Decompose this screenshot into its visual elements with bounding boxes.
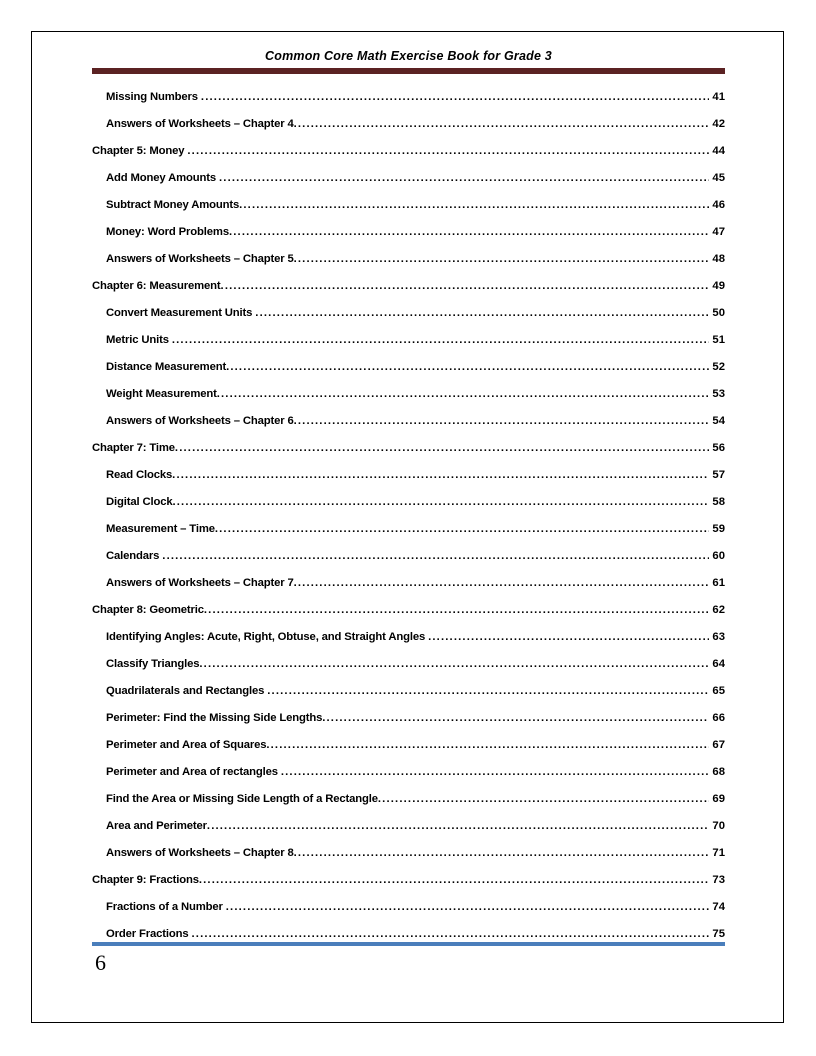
running-header <box>92 48 725 74</box>
header-divider-rule <box>92 68 725 74</box>
toc-entry-label: Perimeter and Area of Squares <box>106 739 267 751</box>
toc-dot-leader <box>278 767 709 778</box>
toc-entry-page-number: 42 <box>712 118 725 130</box>
toc-entry-page-number: 48 <box>712 253 725 265</box>
toc-entry-label: Chapter 7: Time <box>92 442 175 454</box>
toc-entry-label: Perimeter: Find the Missing Side Lengths <box>106 712 323 724</box>
toc-dot-leader <box>199 659 708 670</box>
toc-dot-leader <box>207 821 709 832</box>
toc-entry-label: Quadrilaterals and Rectangles <box>106 685 265 697</box>
toc-entry-label: Digital Clock <box>106 496 173 508</box>
toc-entry-label: Answers of Worksheets – Chapter 6 <box>106 415 294 427</box>
toc-entry-label: Find the Area or Missing Side Length of a Rectangle <box>106 793 378 805</box>
toc-entry-label: Chapter 9: Fractions <box>92 874 199 886</box>
toc-entry-page-number: 66 <box>712 712 725 724</box>
toc-entry[interactable] <box>92 523 725 550</box>
toc-entry[interactable] <box>92 793 725 820</box>
toc-entry-label: Perimeter and Area of rectangles <box>106 766 278 778</box>
toc-entry[interactable] <box>92 604 725 631</box>
toc-entry[interactable] <box>92 118 725 145</box>
toc-entry[interactable] <box>92 631 725 658</box>
toc-entry-label: Measurement – Time <box>106 523 215 535</box>
toc-entry[interactable] <box>92 874 725 901</box>
toc-dot-leader <box>294 119 709 130</box>
toc-entry-page-number: 70 <box>712 820 725 832</box>
toc-entry[interactable] <box>92 658 725 685</box>
toc-entry-page-number: 64 <box>712 658 725 670</box>
toc-entry[interactable] <box>92 442 725 469</box>
toc-entry-page-number: 57 <box>712 469 725 481</box>
toc-entry-page-number: 67 <box>712 739 725 751</box>
toc-dot-leader <box>169 335 709 346</box>
toc-dot-leader <box>226 362 708 373</box>
toc-dot-leader <box>264 686 708 697</box>
toc-entry-page-number: 49 <box>712 280 725 292</box>
toc-entry-label: Order Fractions <box>106 928 189 940</box>
toc-entry-page-number: 50 <box>712 307 725 319</box>
toc-entry-label: Missing Numbers <box>106 91 198 103</box>
toc-dot-leader <box>294 254 709 265</box>
toc-entry[interactable] <box>92 91 725 118</box>
page-number: 6 <box>95 950 106 975</box>
toc-entry[interactable] <box>92 253 725 280</box>
toc-entry-page-number: 51 <box>712 334 725 346</box>
toc-entry[interactable] <box>92 766 725 793</box>
footer-divider-rule <box>92 942 725 946</box>
toc-dot-leader <box>322 713 708 724</box>
toc-entry-page-number: 46 <box>712 199 725 211</box>
document-page <box>31 31 784 1023</box>
toc-dot-leader <box>204 605 709 616</box>
toc-entry-page-number: 41 <box>712 91 725 103</box>
toc-dot-leader <box>252 308 708 319</box>
toc-entry[interactable] <box>92 334 725 361</box>
book-title: Common Core Math Exercise Book for Grade 3 <box>265 49 552 63</box>
toc-entry-page-number: 59 <box>712 523 725 535</box>
toc-entry[interactable] <box>92 577 725 604</box>
toc-entry[interactable] <box>92 820 725 847</box>
toc-dot-leader <box>221 281 709 292</box>
toc-entry-label: Read Clocks <box>106 469 173 481</box>
toc-entry-page-number: 47 <box>712 226 725 238</box>
toc-entry-label: Chapter 5: Money <box>92 145 185 157</box>
toc-entry-page-number: 71 <box>712 847 725 859</box>
toc-entry[interactable] <box>92 685 725 712</box>
toc-entry-label: Chapter 8: Geometric <box>92 604 204 616</box>
toc-entry-page-number: 53 <box>712 388 725 400</box>
toc-entry-page-number: 54 <box>712 415 725 427</box>
toc-entry-page-number: 65 <box>712 685 725 697</box>
toc-dot-leader <box>198 92 709 103</box>
toc-entry[interactable] <box>92 172 725 199</box>
toc-dot-leader <box>159 551 708 562</box>
toc-entry-page-number: 73 <box>712 874 725 886</box>
toc-entry[interactable] <box>92 847 725 874</box>
toc-entry-page-number: 45 <box>712 172 725 184</box>
toc-entry[interactable] <box>92 307 725 334</box>
toc-entry-label: Metric Units <box>106 334 169 346</box>
toc-entry[interactable] <box>92 496 725 523</box>
toc-entry-label: Classify Triangles <box>106 658 200 670</box>
toc-entry[interactable] <box>92 712 725 739</box>
toc-entry-label: Weight Measurement <box>106 388 217 400</box>
toc-entry-page-number: 63 <box>712 631 725 643</box>
toc-dot-leader <box>199 875 709 886</box>
toc-dot-leader <box>216 173 709 184</box>
toc-entry-page-number: 44 <box>712 145 725 157</box>
page-content-column <box>92 32 725 1022</box>
toc-entry-page-number: 69 <box>712 793 725 805</box>
toc-entry-label: Add Money Amounts <box>106 172 216 184</box>
toc-entry-page-number: 60 <box>712 550 725 562</box>
toc-entry[interactable] <box>92 469 725 496</box>
toc-entry-page-number: 75 <box>712 928 725 940</box>
toc-dot-leader <box>294 848 709 859</box>
toc-dot-leader <box>229 227 709 238</box>
toc-entry[interactable] <box>92 739 725 766</box>
toc-entry-page-number: 61 <box>712 577 725 589</box>
toc-entry-label: Fractions of a Number <box>106 901 223 913</box>
toc-entry-label: Identifying Angles: Acute, Right, Obtuse, and Straight Angles <box>106 631 426 643</box>
toc-entry-page-number: 52 <box>712 361 725 373</box>
toc-dot-leader <box>425 632 708 643</box>
toc-dot-leader <box>217 389 709 400</box>
toc-dot-leader <box>189 929 709 940</box>
toc-entry-label: Distance Measurement <box>106 361 227 373</box>
toc-entry-page-number: 56 <box>712 442 725 454</box>
running-footer <box>92 942 725 976</box>
toc-entry-label: Answers of Worksheets – Chapter 7 <box>106 577 294 589</box>
toc-entry-page-number: 58 <box>712 496 725 508</box>
toc-entry[interactable] <box>92 901 725 928</box>
toc-entry-page-number: 62 <box>712 604 725 616</box>
toc-entry-label: Area and Perimeter <box>106 820 207 832</box>
toc-entry-label: Subtract Money Amounts <box>106 199 240 211</box>
toc-entry-label: Answers of Worksheets – Chapter 5 <box>106 253 294 265</box>
toc-dot-leader <box>184 146 708 157</box>
toc-entry[interactable] <box>92 145 725 172</box>
toc-entry[interactable] <box>92 280 725 307</box>
toc-dot-leader <box>172 497 708 508</box>
toc-entry[interactable] <box>92 199 725 226</box>
toc-entry[interactable] <box>92 388 725 415</box>
toc-dot-leader <box>239 200 708 211</box>
toc-entry-page-number: 74 <box>712 901 725 913</box>
toc-entry[interactable] <box>92 415 725 442</box>
toc-entry[interactable] <box>92 550 725 577</box>
toc-entry-label: Money: Word Problems <box>106 226 229 238</box>
toc-dot-leader <box>294 578 709 589</box>
toc-dot-leader <box>294 416 709 427</box>
toc-entry[interactable] <box>92 361 725 388</box>
toc-dot-leader <box>378 794 709 805</box>
table-of-contents <box>92 91 725 955</box>
toc-entry-label: Calendars <box>106 550 160 562</box>
toc-entry-label: Chapter 6: Measurement <box>92 280 221 292</box>
toc-entry-label: Answers of Worksheets – Chapter 8 <box>106 847 294 859</box>
toc-dot-leader <box>175 443 709 454</box>
toc-entry-label: Convert Measurement Units <box>106 307 253 319</box>
toc-entry[interactable] <box>92 226 725 253</box>
toc-dot-leader <box>223 902 709 913</box>
toc-entry-label: Answers of Worksheets – Chapter 4 <box>106 118 294 130</box>
toc-entry-page-number: 68 <box>712 766 725 778</box>
toc-dot-leader <box>266 740 708 751</box>
toc-dot-leader <box>172 470 708 481</box>
toc-dot-leader <box>215 524 709 535</box>
